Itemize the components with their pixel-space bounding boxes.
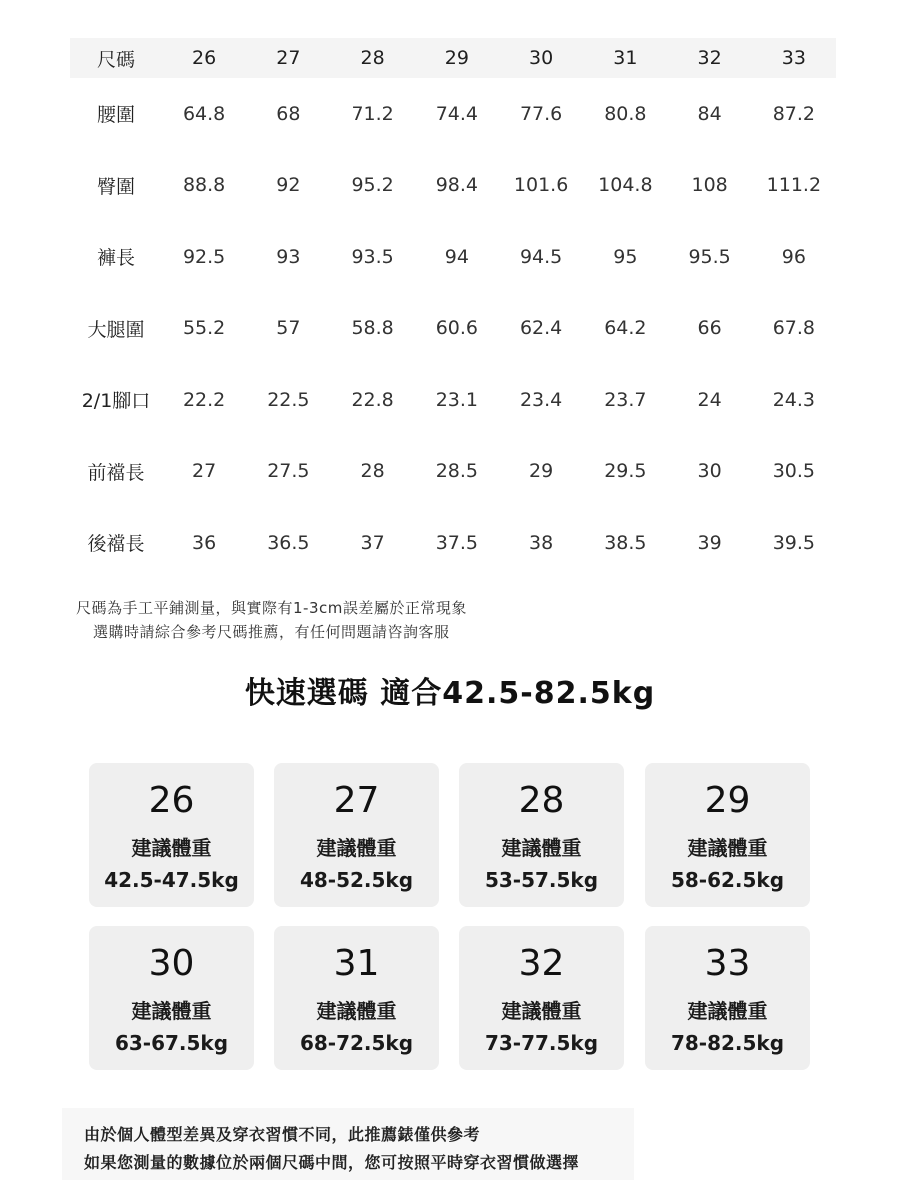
measurement-value: 71.2 <box>351 102 394 125</box>
footer-note-line: 如果您測量的數據位於兩個尺碼中間，您可按照平時穿衣習慣做選擇 <box>84 1153 580 1172</box>
measurement-value: 39 <box>697 531 722 554</box>
card-weight-range: 63-67.5kg <box>114 1031 229 1055</box>
card-weight-label: 建議體重 <box>316 836 397 860</box>
measurement-label: 後襠長 <box>87 533 145 556</box>
measurement-value: 24 <box>697 388 722 411</box>
card-weight-range: 48-52.5kg <box>299 868 414 892</box>
size-header-cell: 27 <box>276 47 301 69</box>
purchase-note: 選購時請綜合參考尺碼推薦，有任何問題請咨詢客服 <box>93 623 450 641</box>
measurement-value: 36 <box>192 531 217 554</box>
card-size: 26 <box>148 780 195 821</box>
measurement-label: 臀圍 <box>96 175 135 198</box>
measurement-value: 95.5 <box>688 245 731 268</box>
card-weight-label: 建議體重 <box>687 836 768 860</box>
measurement-value: 62.4 <box>519 317 563 340</box>
card-weight-range: 58-62.5kg <box>670 868 785 892</box>
size-header-cell: 32 <box>697 47 722 69</box>
weight-card <box>89 763 254 907</box>
card-weight-label: 建議體重 <box>687 999 768 1023</box>
weight-card <box>89 926 254 1070</box>
measurement-value: 27 <box>192 460 217 483</box>
measurement-value: 60.6 <box>435 317 479 340</box>
measurement-value: 23.4 <box>519 388 563 411</box>
measurement-note: 尺碼為手工平鋪測量，與實際有1-3cm誤差屬於正常現象 <box>76 599 467 617</box>
measurement-value: 28 <box>360 460 385 483</box>
measurement-value: 93.5 <box>351 245 394 268</box>
measurement-value: 64.8 <box>182 102 226 125</box>
measurement-value: 36.5 <box>267 531 310 554</box>
measurement-value: 87.2 <box>772 102 816 125</box>
measurement-value: 74.4 <box>435 102 479 125</box>
card-size: 27 <box>333 780 380 821</box>
measurement-value: 93 <box>276 245 301 268</box>
size-header-cell: 29 <box>444 47 469 69</box>
measurement-value: 88.8 <box>182 174 226 197</box>
measurement-value: 84 <box>697 102 722 125</box>
measurement-label: 大腿圍 <box>87 318 145 341</box>
table-row <box>70 436 836 508</box>
card-size: 28 <box>518 780 565 821</box>
card-weight-label: 建議體重 <box>316 999 397 1023</box>
measurement-value: 95.2 <box>351 174 394 197</box>
measurement-value: 57 <box>276 317 301 340</box>
card-weight-range: 53-57.5kg <box>484 868 599 892</box>
measurement-value: 29.5 <box>604 460 647 483</box>
quick-select-title: 快速選碼 適合42.5-82.5kg <box>244 676 656 711</box>
measurement-value: 80.8 <box>604 102 647 125</box>
table-row <box>70 507 836 579</box>
card-weight-range: 68-72.5kg <box>299 1031 414 1055</box>
measurement-label: 前襠長 <box>87 461 145 484</box>
measurement-value: 38 <box>529 531 554 554</box>
measurement-value: 30.5 <box>772 460 816 483</box>
measurement-value: 30 <box>697 460 722 483</box>
measurement-value: 94 <box>444 245 469 268</box>
measurement-value: 98.4 <box>435 174 479 197</box>
measurement-value: 94.5 <box>519 245 563 268</box>
footer-note <box>62 1108 634 1180</box>
card-size: 29 <box>704 780 751 821</box>
measurement-value: 95 <box>613 245 638 268</box>
weight-card <box>274 926 439 1070</box>
measurement-value: 111.2 <box>766 174 822 197</box>
measurement-value: 38.5 <box>604 531 647 554</box>
measurement-value: 64.2 <box>604 317 647 340</box>
weight-card <box>459 926 624 1070</box>
measurement-value: 39.5 <box>772 531 816 554</box>
card-weight-range: 73-77.5kg <box>484 1031 599 1055</box>
weight-card <box>274 763 439 907</box>
measurement-value: 37.5 <box>435 531 479 554</box>
measurement-label: 2/1腳口 <box>81 390 151 413</box>
card-weight-label: 建議體重 <box>501 836 582 860</box>
weight-card <box>645 763 810 907</box>
measurement-value: 23.1 <box>435 388 479 411</box>
measurement-value: 101.6 <box>513 174 569 197</box>
card-weight-label: 建議體重 <box>131 836 212 860</box>
size-header-cell: 31 <box>613 47 638 69</box>
size-table <box>70 38 836 579</box>
measurement-value: 55.2 <box>182 317 226 340</box>
table-row <box>70 150 836 222</box>
measurement-value: 92.5 <box>182 245 226 268</box>
measurement-value: 24.3 <box>772 388 816 411</box>
size-header-cell: 26 <box>192 47 217 69</box>
measurement-value: 108 <box>691 174 728 197</box>
measurement-value: 29 <box>529 460 554 483</box>
table-row <box>70 293 836 365</box>
size-header-cell: 33 <box>781 47 806 69</box>
measurement-label: 腰圍 <box>96 104 135 127</box>
size-header-label: 尺碼 <box>96 48 135 71</box>
table-row <box>70 221 836 293</box>
card-weight-label: 建議體重 <box>131 999 212 1023</box>
measurement-value: 37 <box>360 531 385 554</box>
measurement-value: 23.7 <box>604 388 647 411</box>
measurement-value: 66 <box>697 317 722 340</box>
card-size: 31 <box>333 943 380 984</box>
card-weight-range: 42.5-47.5kg <box>104 868 239 892</box>
card-weight-range: 78-82.5kg <box>670 1031 785 1055</box>
size-header-cell: 30 <box>529 47 554 69</box>
measurement-value: 28.5 <box>435 460 479 483</box>
card-size: 32 <box>518 943 565 984</box>
measurement-value: 22.5 <box>267 388 310 411</box>
measurement-value: 96 <box>781 245 806 268</box>
measurement-label: 褲長 <box>96 247 135 270</box>
size-table-header <box>70 38 836 78</box>
card-size: 33 <box>704 943 751 984</box>
size-table-body <box>70 78 836 579</box>
weight-card <box>459 763 624 907</box>
measurement-value: 22.2 <box>182 388 226 411</box>
card-weight-label: 建議體重 <box>501 999 582 1023</box>
measurement-value: 22.8 <box>351 388 394 411</box>
measurement-value: 67.8 <box>772 317 816 340</box>
size-header-cell: 28 <box>360 47 385 69</box>
table-row <box>70 364 836 436</box>
weight-card <box>645 926 810 1070</box>
measurement-value: 104.8 <box>598 174 653 197</box>
measurement-value: 68 <box>276 102 301 125</box>
table-row <box>70 78 836 150</box>
measurement-value: 92 <box>276 174 301 197</box>
measurement-value: 27.5 <box>267 460 310 483</box>
footer-note-line: 由於個人體型差異及穿衣習慣不同，此推薦錶僅供參考 <box>84 1125 481 1144</box>
measurement-value: 77.6 <box>519 102 563 125</box>
card-size: 30 <box>148 943 195 984</box>
measurement-value: 58.8 <box>351 317 394 340</box>
